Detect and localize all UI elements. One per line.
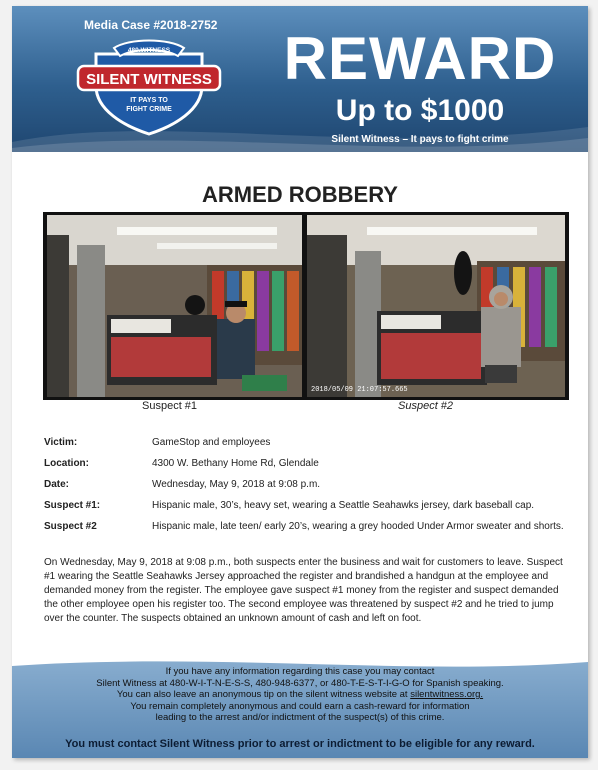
tagline: Silent Witness – It pays to fight crime — [331, 134, 509, 145]
footer-line-1: If you have any information regarding this case you may contact — [165, 666, 435, 677]
silent-witness-logo — [74, 36, 224, 136]
detail-row-victim — [44, 436, 564, 449]
detail-row-suspect-1 — [44, 499, 564, 512]
reward-title: REWARD — [283, 25, 557, 92]
reward-amount: Up to $1000 — [335, 94, 505, 127]
detail-row-location — [44, 457, 564, 470]
logo-top-text: 480.WITNESS — [127, 47, 171, 54]
footer-line-4: You remain completely anonymous and could earn a cash-reward for information — [130, 700, 470, 712]
detail-label: Suspect #2 — [44, 521, 97, 532]
suspect-2-caption: Suspect #2 — [398, 400, 454, 412]
footer-eligibility-note: You must contact Silent Witness prior to arrest or indictment to be eligible for any reward. — [65, 738, 535, 750]
surveillance-photos — [43, 212, 569, 400]
incident-narrative: On Wednesday, May 9, 2018 at 9:08 p.m., both suspects enter the business and wait for customers to leave. Suspect #1 wearing the Seattle Seahawks Jersey approached the register and brandished a handgun at the employee and demanded money from the register. The employee gave suspect #1 money from the register and suspect demanded the other employee open his register too. The second employee was threatened by suspect #2 and he tried to jump over the counter. The suspects obtained an unknown amount of cash and left on foot. — [44, 557, 563, 624]
detail-value: Wednesday, May 9, 2018 at 9:08 p.m. — [152, 479, 321, 490]
website-link[interactable]: silentwitness.org. — [410, 689, 484, 700]
suspect-2-photo — [307, 215, 565, 397]
suspect-1-caption: Suspect #1 — [142, 400, 198, 412]
footer-banner — [12, 652, 588, 758]
logo-slogan-line2: FIGHT CRIME — [126, 106, 172, 113]
detail-value: GameStop and employees — [152, 437, 271, 448]
footer-line-5: leading to the arrest and/or indictment of the suspect(s) of this crime. — [155, 712, 445, 723]
detail-label: Location: — [44, 458, 89, 469]
detail-value: Hispanic male, late teen/ early 20’s, wearing a grey hooded Under Armor sweater and shorts. — [152, 521, 564, 532]
photo-timestamp: 2018/05/09 21:07:57.665 — [311, 386, 408, 394]
suspect-1-photo — [47, 215, 302, 397]
logo-name: SILENT WITNESS — [86, 71, 212, 88]
header-banner — [12, 6, 588, 152]
case-details — [44, 436, 564, 541]
footer-line-3-prefix: You can also leave an anonymous tip on the silent witness website at — [116, 689, 411, 700]
footer-line-2: Silent Witness at 480-W-I-T-N-E-S-S, 480-948-6377, or 480-T-E-S-T-I-G-O for Spanish speaking. — [96, 677, 504, 689]
logo-slogan-line1: IT PAYS TO — [130, 97, 168, 104]
detail-label: Victim: — [44, 437, 78, 448]
detail-row-date — [44, 478, 564, 491]
flyer-page — [12, 6, 588, 758]
footer-contact-info — [12, 666, 588, 724]
detail-label: Date: — [44, 479, 70, 490]
footer-line-3 — [12, 689, 588, 701]
detail-value: 4300 W. Bethany Home Rd, Glendale — [152, 458, 319, 469]
detail-label: Suspect #1: — [44, 500, 101, 511]
detail-value: Hispanic male, 30’s, heavy set, wearing a Seattle Seahawks jersey, dark baseball cap. — [152, 500, 535, 511]
crime-title: ARMED ROBBERY — [202, 182, 398, 207]
detail-row-suspect-2 — [44, 520, 564, 533]
media-case-number: Media Case #2018-2752 — [84, 18, 218, 32]
